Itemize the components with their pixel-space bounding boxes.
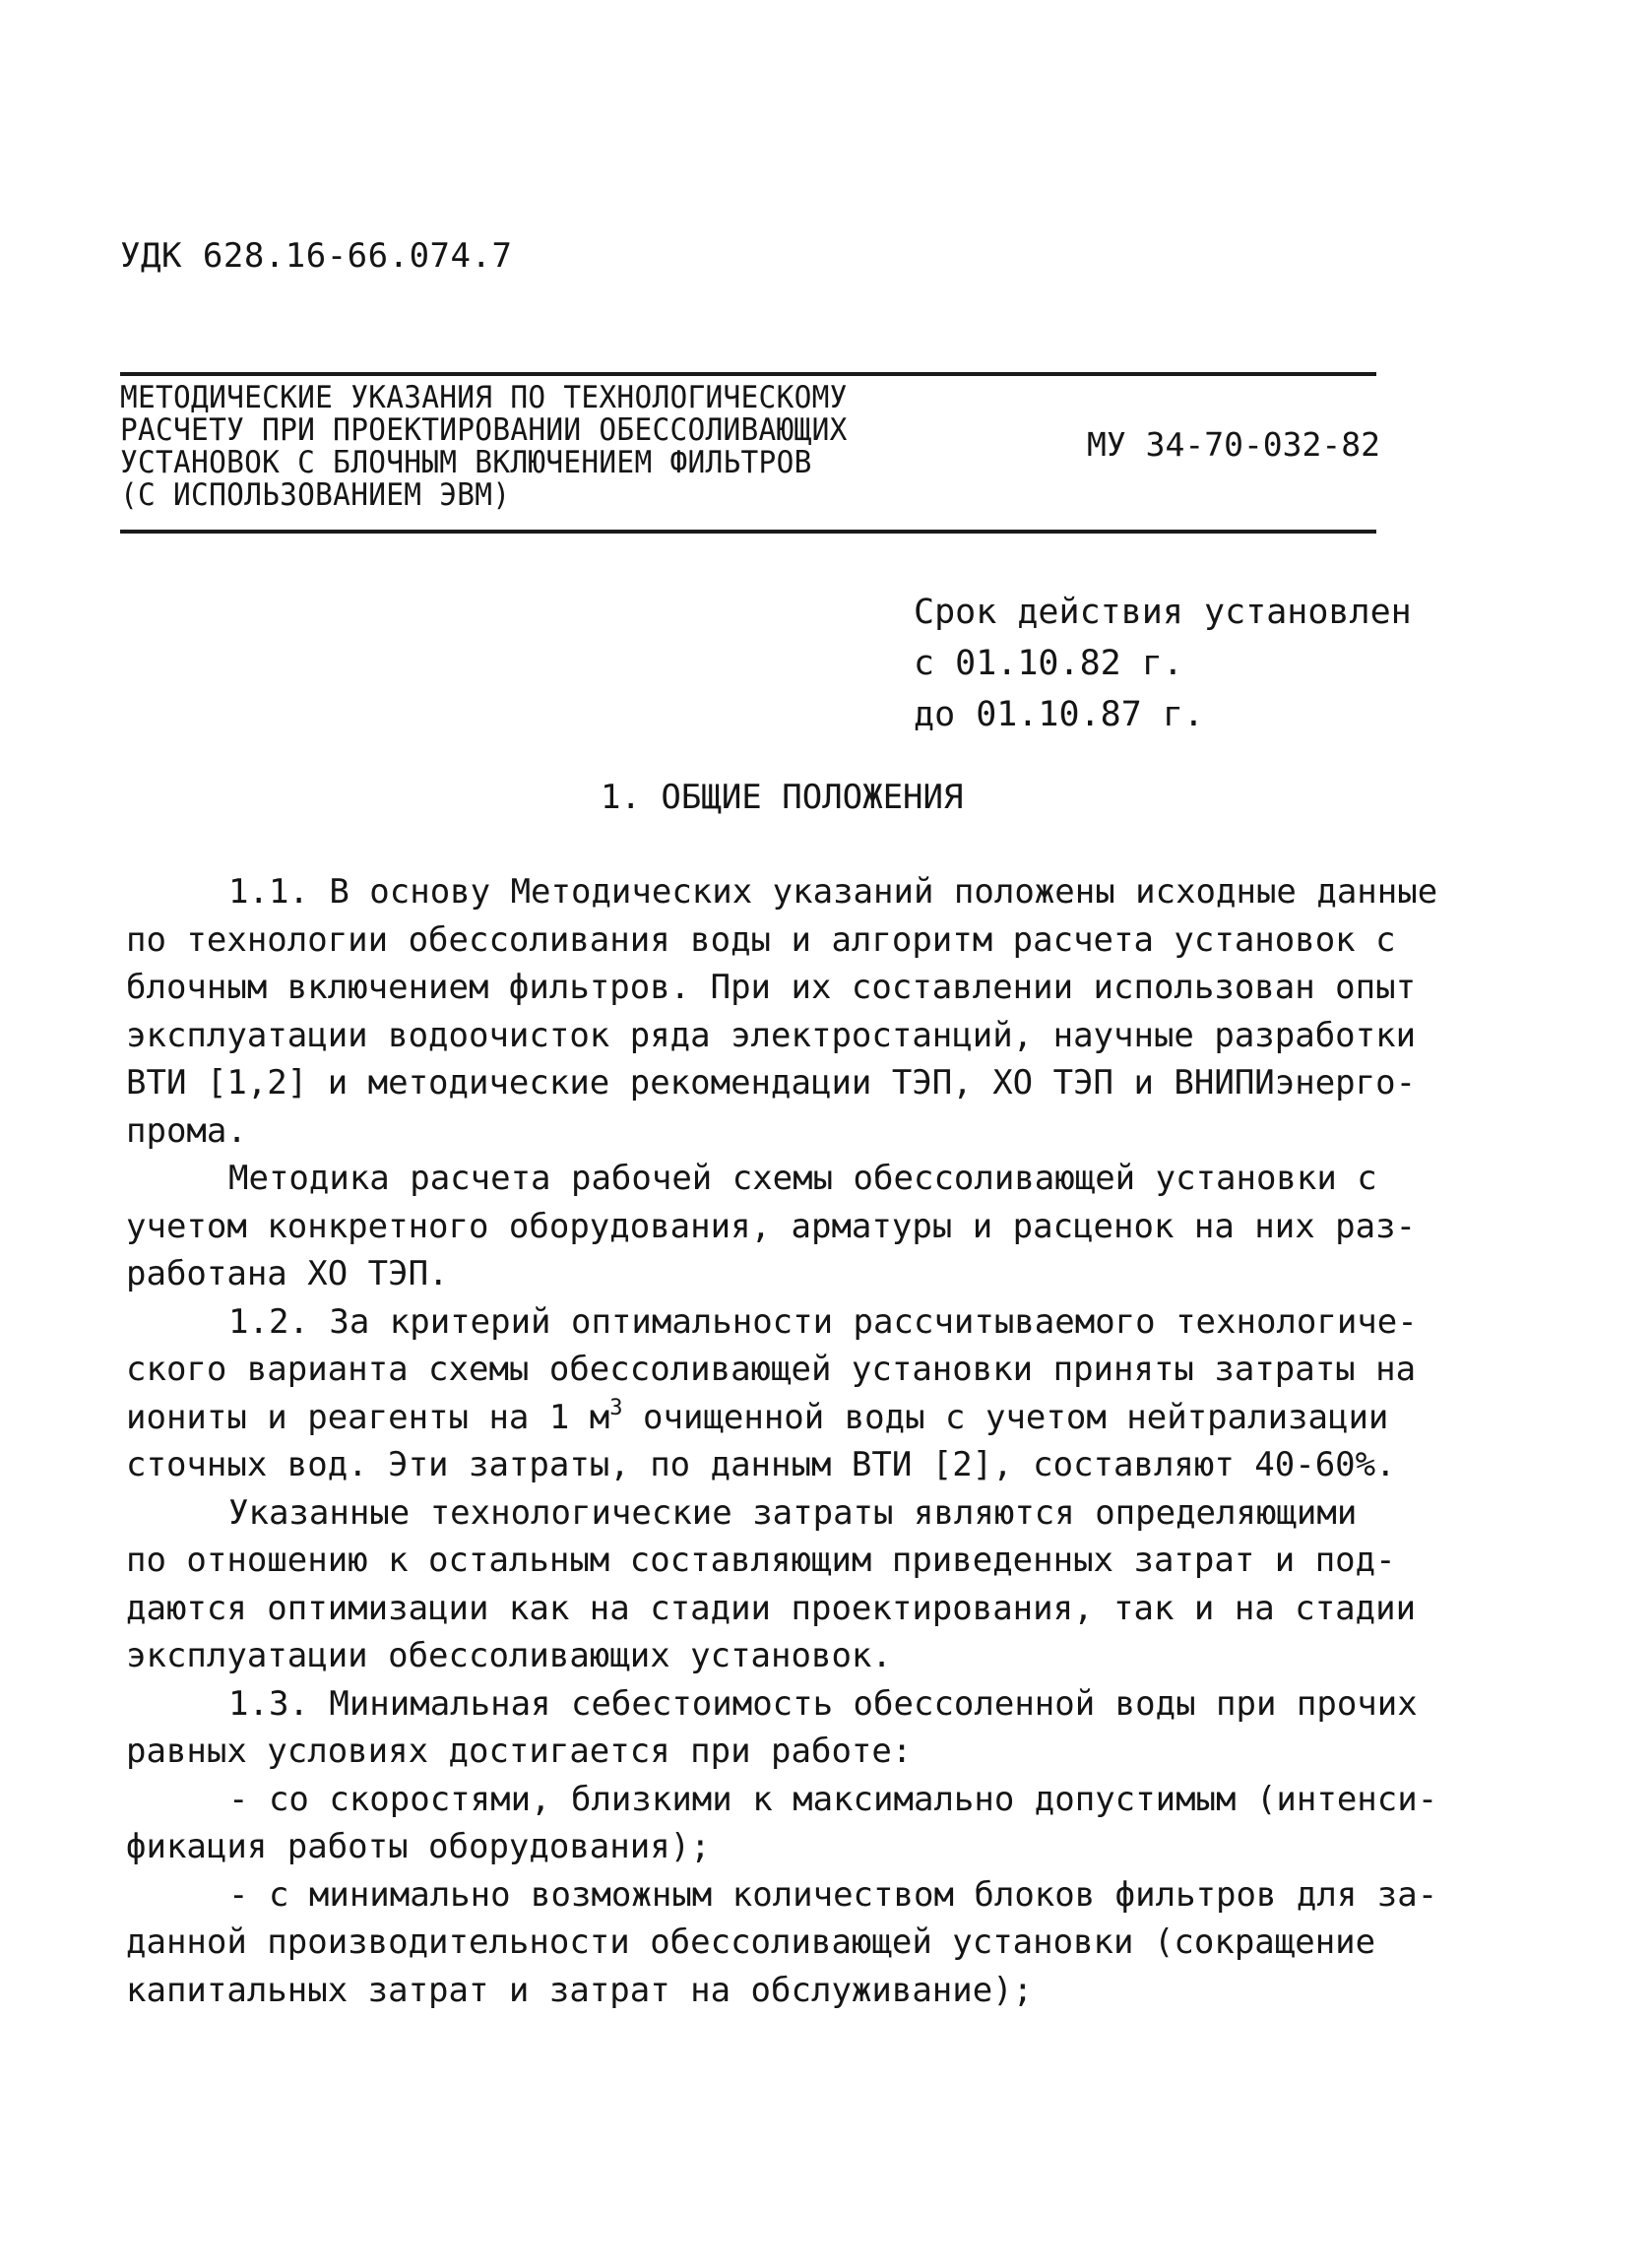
text-line: 1.3. Минимальная себестоимость обессоленной воды при прочих <box>228 1683 1418 1724</box>
text-line: ВТИ [1,2] и методические рекомендации ТЭП, ХО ТЭП и ВНИПИэнерго- <box>126 1063 1417 1102</box>
document-code: МУ 34-70-032-82 <box>1087 425 1381 464</box>
text-line: даются оптимизации как на стадии проектирования, так и на стадии <box>126 1588 1417 1628</box>
text-line: эксплуатации обессоливающих установок. <box>126 1636 892 1675</box>
header-top-rule <box>120 372 1376 376</box>
title-line: РАСЧЕТУ ПРИ ПРОЕКТИРОВАНИИ ОБЕССОЛИВАЮЩИХ <box>120 412 848 448</box>
text-line: данной производительности обессоливающей установки (сокращение <box>126 1922 1376 1962</box>
text-line: по технологии обессоливания воды и алгоритм расчета установок с <box>126 919 1396 960</box>
title-line: (С ИСПОЛЬЗОВАНИЕМ ЭВМ) <box>120 477 511 513</box>
text-line: учетом конкретного оборудования, арматуры и расценок на них раз- <box>126 1206 1417 1246</box>
header-bottom-rule <box>120 530 1376 534</box>
validity-from: с 01.10.82 г. <box>914 644 1183 683</box>
text-line: капитальных затрат и затрат на обслуживание); <box>126 1970 1034 2010</box>
udk-code: УДК 628.16-66.074.7 <box>120 236 513 276</box>
validity-label: Срок действия установлен <box>914 593 1412 632</box>
text-fragment: очищенной воды с учетом нейтрализации <box>622 1397 1389 1437</box>
text-line: эксплуатации водоочисток ряда электростанций, научные разработки <box>126 1015 1417 1055</box>
text-fragment: иониты и реагенты на 1 м <box>126 1397 610 1437</box>
text-line: прома. <box>126 1110 247 1151</box>
text-line: равных условиях достигается при работе: <box>126 1732 913 1771</box>
title-line: МЕТОДИЧЕСКИЕ УКАЗАНИЯ ПО ТЕХНОЛОГИЧЕСКОМУ <box>120 380 848 415</box>
validity-to: до 01.10.87 г. <box>914 695 1205 734</box>
text-line: 1.2. За критерий оптимальности рассчитываемого технологиче- <box>228 1301 1418 1342</box>
text-line: фикация работы оборудования); <box>126 1827 711 1866</box>
text-line: - со скоростями, близкими к максимально допустимым (интенси- <box>228 1779 1438 1819</box>
document-title <box>120 382 1006 512</box>
text-line: Методика расчета рабочей схемы обессоливающей установки с <box>228 1159 1377 1198</box>
text-line <box>126 1394 1426 1442</box>
text-line: сточных вод. Эти затраты, по данным ВТИ [2], составляют 40-60%. <box>126 1445 1396 1484</box>
validity-block <box>914 587 1412 740</box>
title-line: УСТАНОВОК С БЛОЧНЫМ ВКЛЮЧЕНИЕМ ФИЛЬТРОВ <box>120 445 812 480</box>
section-heading: 1. ОБЩИЕ ПОЛОЖЕНИЯ <box>601 778 964 817</box>
text-line: блочным включением фильтров. При их составлении использован опыт <box>126 968 1417 1007</box>
text-line: по отношению к остальным составляющим приведенных затрат и под- <box>126 1541 1396 1580</box>
text-line: - с минимально возможным количеством блоков фильтров для за- <box>228 1874 1438 1915</box>
text-line: 1.1. В основу Методических указаний положены исходные данные <box>228 872 1438 912</box>
text-line: ского варианта схемы обессоливающей установки приняты затраты на <box>126 1350 1417 1389</box>
body-text <box>126 868 1438 2014</box>
superscript: 3 <box>609 1395 623 1420</box>
text-line: Указанные технологические затраты являются определяющими <box>228 1492 1358 1533</box>
text-line: работана ХО ТЭП. <box>126 1254 449 1293</box>
